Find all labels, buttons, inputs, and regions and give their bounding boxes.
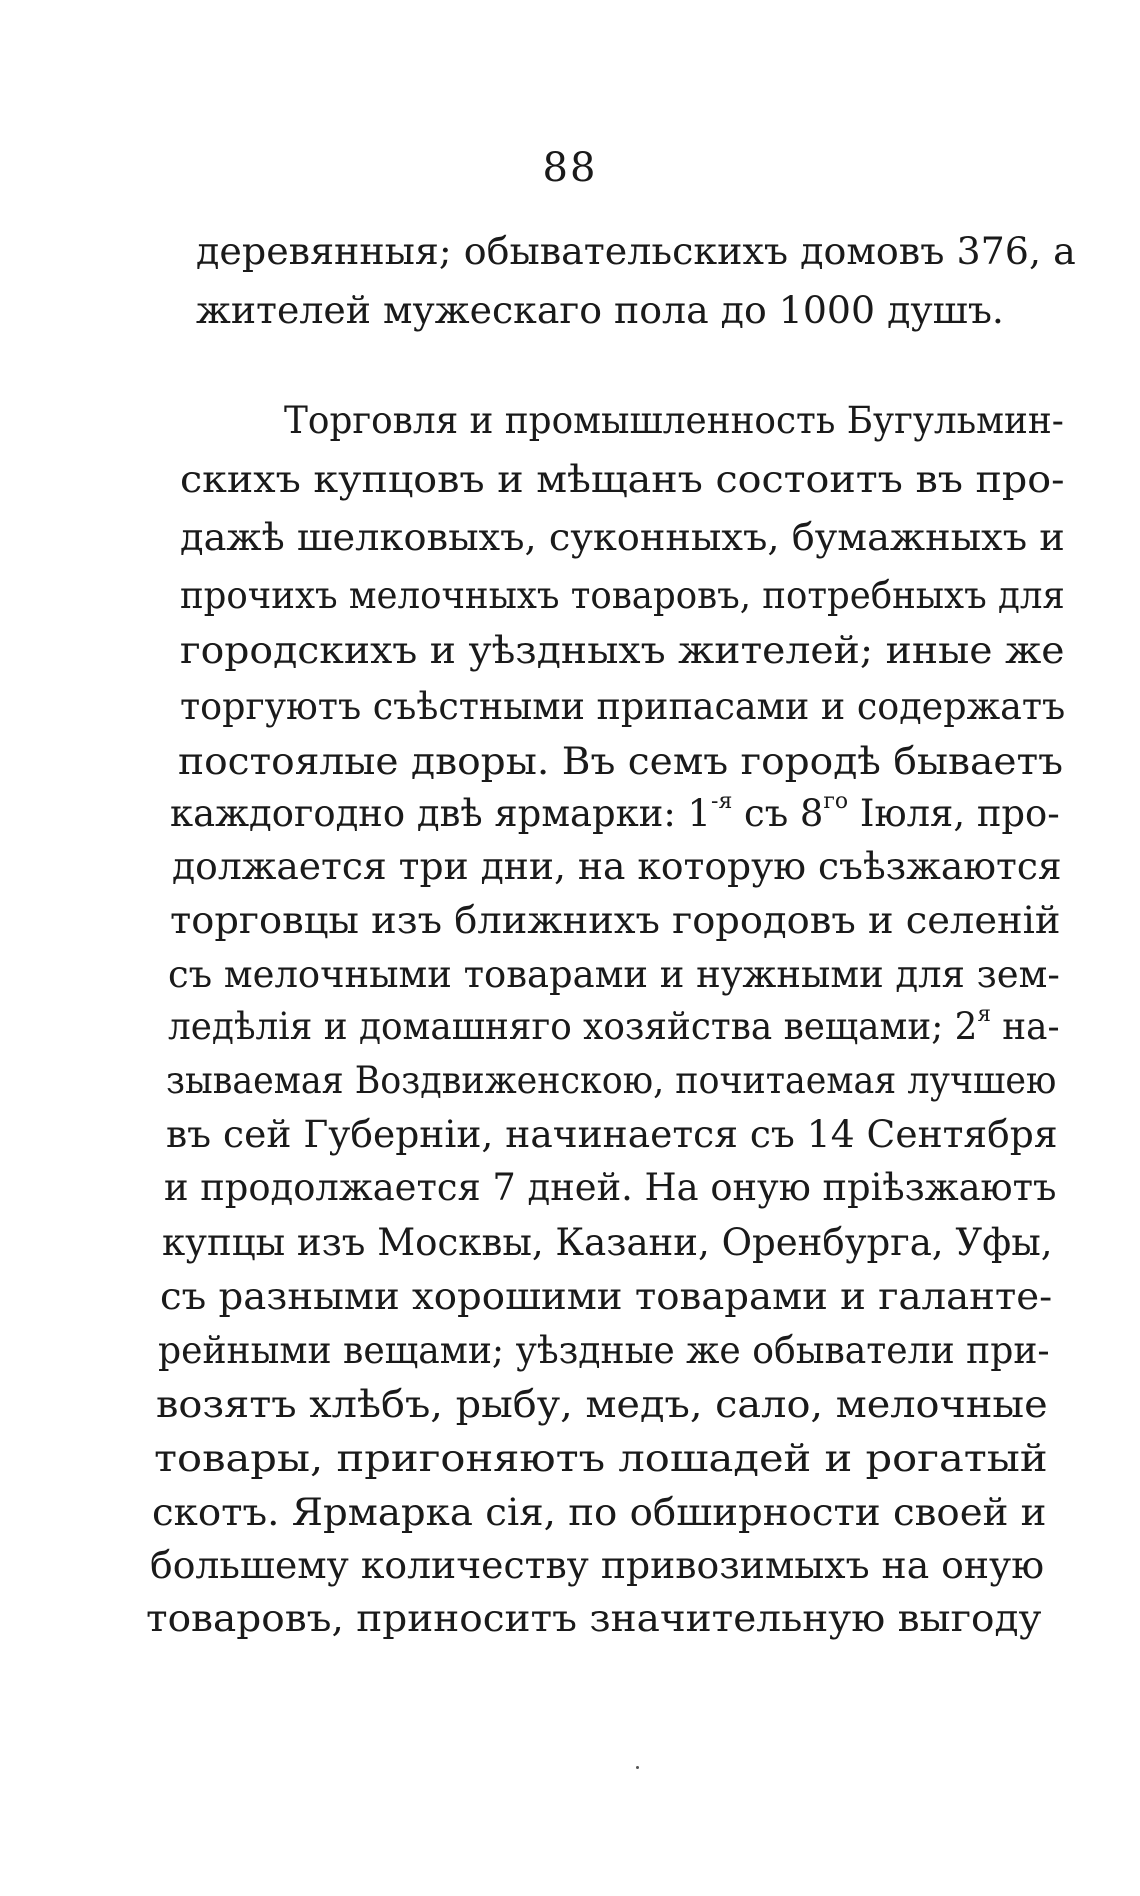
- line-segment: съ 8: [732, 792, 824, 835]
- text-line: съ мелочными товарами и нужными для зем-: [168, 953, 1060, 996]
- text-line: прочихъ мелочныхъ товаровъ, потребныхъ для: [180, 574, 1065, 617]
- text-line: городскихъ и уѣздныхъ жителей; иные же: [180, 629, 1065, 672]
- text-line: должается три дни, на которую съѣзжаются: [172, 845, 1062, 888]
- line-segment: на-: [990, 1005, 1060, 1048]
- page-number: 88: [542, 145, 598, 191]
- text-line: въ сей Губерніи, начинается съ 14 Сентября: [166, 1113, 1058, 1156]
- text-line: торгуютъ съѣстными припасами и содержатъ: [180, 685, 1066, 728]
- text-line: Торговля и промышленность Бугульмин-: [284, 399, 1064, 442]
- text-line: возятъ хлѣбъ, рыбу, медъ, сало, мелочные: [156, 1383, 1048, 1426]
- text-line: рейными вещами; уѣздные же обыватели при-: [158, 1329, 1050, 1372]
- text-line: зываемая Воздвиженскою, почитаемая лучшею: [166, 1059, 1057, 1102]
- text-line: скотъ. Ярмарка сія, по обширности своей и: [152, 1491, 1047, 1534]
- text-line: [168, 1002, 1060, 1048]
- text-line: дажѣ шелковыхъ, суконныхъ, бумажныхъ и: [180, 516, 1065, 559]
- text-line: съ разными хорошими товарами и галанте-: [160, 1275, 1053, 1318]
- text-line: и продолжается 7 дней. На оную пріѣзжаютъ: [164, 1166, 1057, 1209]
- line-segment: Іюля, про-: [848, 792, 1060, 835]
- printing-speck: [636, 1766, 639, 1769]
- text-line: товаровъ, приноситъ значительную выгоду: [146, 1597, 1042, 1640]
- line-segment: каждогодно двѣ ярмарки: 1: [170, 792, 712, 835]
- text-line: купцы изъ Москвы, Казани, Оренбурга, Уфы,: [162, 1221, 1053, 1264]
- text-line: скихъ купцовъ и мѣщанъ состоитъ въ про-: [180, 458, 1065, 501]
- text-line: торговцы изъ ближнихъ городовъ и селеній: [170, 899, 1061, 942]
- text-line: постоялые дворы. Въ семъ городѣ бываетъ: [178, 740, 1064, 783]
- superscript: го: [823, 789, 849, 814]
- text-line: жителей мужескаго пола до 1000 душъ.: [196, 289, 1004, 332]
- text-line: [170, 789, 1060, 835]
- line-segment: ледѣлія и домашняго хозяйства вещами; 2: [168, 1005, 978, 1048]
- text-line: большему количеству привозимыхъ на оную: [150, 1544, 1045, 1587]
- superscript: я: [977, 1002, 991, 1027]
- text-line: товары, пригоняютъ лошадей и рогатый: [154, 1437, 1048, 1480]
- superscript: -я: [711, 789, 733, 814]
- text-line: деревянныя; обывательскихъ домовъ 376, а: [196, 230, 1076, 273]
